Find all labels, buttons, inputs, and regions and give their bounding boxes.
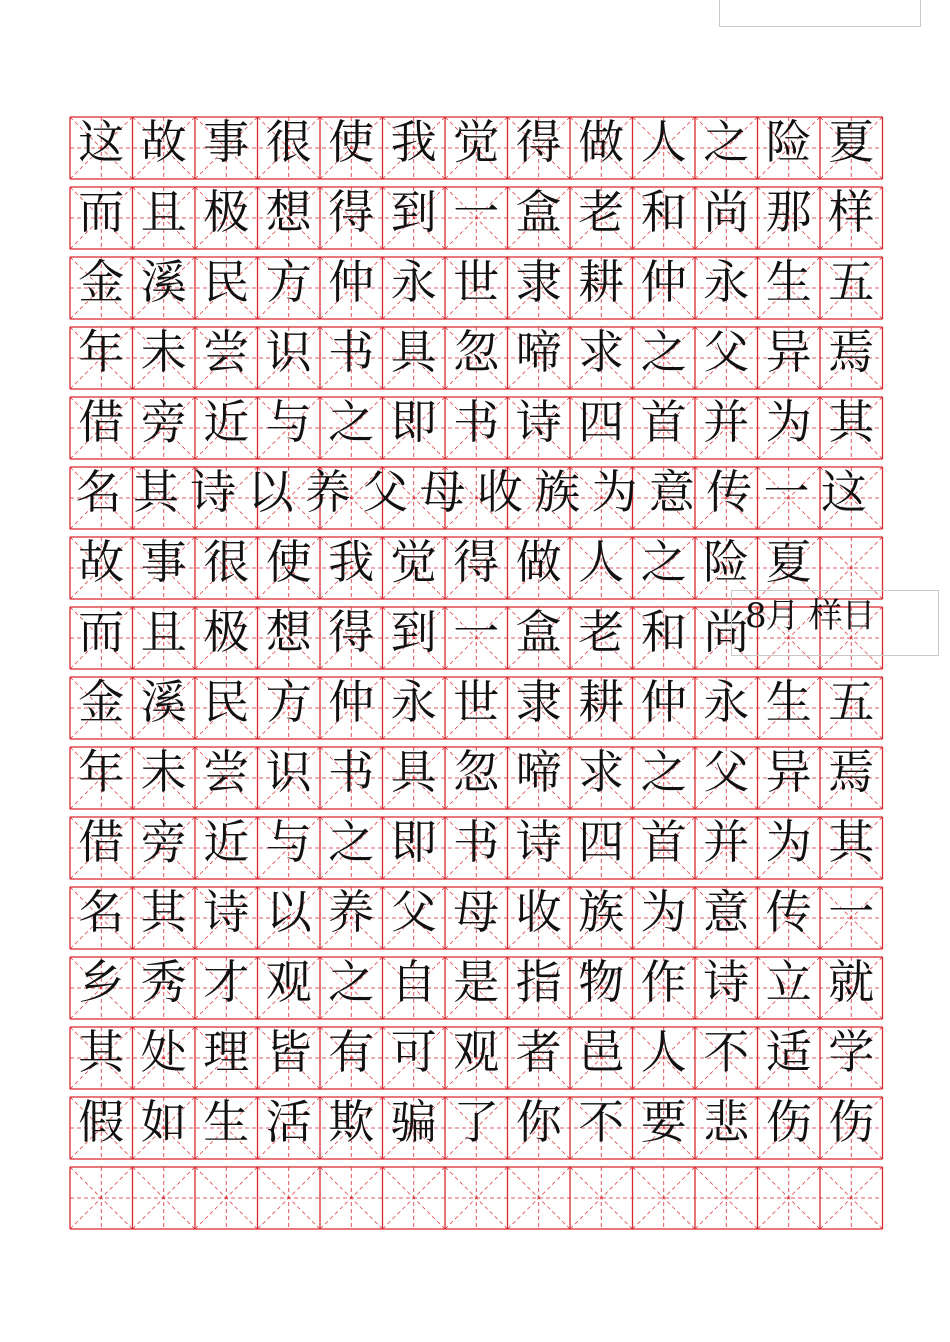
handwriting-char: 而	[78, 185, 125, 239]
handwriting-char: 盒	[515, 185, 562, 239]
handwriting-char: 耕	[578, 255, 625, 309]
handwriting-char: 与	[265, 395, 312, 449]
handwriting-char: 焉	[828, 325, 875, 379]
handwriting-char: 父	[703, 745, 750, 799]
handwriting-char: 旁	[140, 395, 187, 449]
handwriting-char: 之	[640, 745, 687, 799]
handwriting-char: 金	[78, 675, 125, 729]
handwriting-char: 很	[203, 535, 250, 589]
handwriting-char: 永	[703, 255, 750, 309]
handwriting-char: 得	[328, 605, 375, 659]
handwriting-char: 骗	[390, 1095, 437, 1149]
handwriting-char: 诗	[190, 465, 237, 519]
handwriting-char: 才	[203, 955, 250, 1009]
handwriting-char: 其	[140, 885, 187, 939]
handwriting-char: 处	[140, 1025, 187, 1079]
handwriting-char: 意	[648, 465, 695, 519]
handwriting-char: 之	[328, 955, 375, 1009]
handwriting-char: 之	[703, 115, 750, 169]
handwriting-char: 为	[640, 885, 687, 939]
handwriting-char: 夏	[765, 535, 812, 589]
text-row	[70, 327, 882, 389]
handwriting-char: 老	[578, 605, 625, 659]
handwriting-char: 得	[453, 535, 500, 589]
handwriting-char: 诗	[515, 395, 562, 449]
handwriting-char: 啼	[515, 325, 562, 379]
handwriting-char: 未	[140, 745, 187, 799]
handwriting-char: 即	[390, 815, 437, 869]
handwriting-char: 老	[578, 185, 625, 239]
handwriting-char: 适	[765, 1025, 812, 1079]
handwriting-char: 得	[515, 115, 562, 169]
handwriting-char: 具	[390, 325, 437, 379]
handwriting-char: 世	[453, 675, 500, 729]
handwriting-char: 指	[515, 955, 562, 1009]
handwriting-char: 不	[578, 1095, 625, 1149]
text-row	[70, 747, 882, 809]
handwriting-char: 样	[828, 185, 875, 239]
handwriting-char: 五	[828, 255, 875, 309]
handwriting-char: 传	[706, 465, 753, 519]
handwriting-char: 方	[265, 255, 312, 309]
handwriting-char: 生	[203, 1095, 250, 1149]
handwriting-char: 到	[390, 185, 437, 239]
handwriting-char: 与	[265, 815, 312, 869]
handwriting-char: 其	[828, 815, 875, 869]
handwriting-char: 金	[78, 255, 125, 309]
handwriting-char: 啼	[515, 745, 562, 799]
text-row	[70, 1027, 882, 1089]
handwriting-char: 且	[140, 605, 187, 659]
handwriting-char: 伤	[828, 1095, 875, 1149]
handwriting-char: 识	[265, 745, 312, 799]
handwriting-char: 故	[78, 535, 125, 589]
handwriting-char: 人	[578, 535, 625, 589]
handwriting-char: 借	[78, 395, 125, 449]
handwriting-char: 年	[78, 325, 125, 379]
handwriting-char: 皆	[265, 1025, 312, 1079]
handwriting-char: 父	[362, 465, 409, 519]
handwriting-char: 做	[578, 115, 625, 169]
handwriting-char: 险	[765, 115, 812, 169]
handwriting-char: 邑	[578, 1025, 625, 1079]
handwriting-char: 四	[578, 815, 625, 869]
handwriting-char: 书	[328, 745, 375, 799]
handwriting-char: 尚	[703, 605, 750, 659]
handwriting-char: 我	[390, 115, 437, 169]
handwriting-char: 是	[453, 955, 500, 1009]
handwriting-char: 一	[828, 885, 875, 939]
handwriting-char: 事	[203, 115, 250, 169]
text-row	[70, 1097, 882, 1159]
handwriting-char: 物	[578, 955, 625, 1009]
handwriting-char: 名	[78, 885, 125, 939]
handwriting-char: 未	[140, 325, 187, 379]
handwriting-char: 观	[453, 1025, 500, 1079]
handwriting-char: 之	[640, 325, 687, 379]
handwriting-char: 尚	[703, 185, 750, 239]
handwriting-char: 养	[328, 885, 375, 939]
handwriting-char: 求	[578, 325, 625, 379]
handwriting-char: 其	[78, 1025, 125, 1079]
handwriting-char: 近	[203, 815, 250, 869]
handwriting-char: 一	[763, 465, 810, 519]
handwriting-char: 首	[640, 815, 687, 869]
handwriting-char: 族	[578, 885, 625, 939]
handwriting-char: 尝	[203, 325, 250, 379]
handwriting-char: 秀	[140, 955, 187, 1009]
text-row	[70, 957, 882, 1019]
handwriting-char: 仲	[640, 255, 687, 309]
handwriting-char: 为	[765, 815, 812, 869]
handwriting-char: 溪	[140, 255, 187, 309]
handwriting-char: 传	[765, 885, 812, 939]
handwriting-char: 为	[591, 465, 638, 519]
handwriting-char: 父	[703, 325, 750, 379]
handwriting-char: 做	[515, 535, 562, 589]
handwriting-char: 觉	[453, 115, 500, 169]
handwriting-char: 使	[265, 535, 312, 589]
text-row	[70, 117, 882, 179]
text-row	[70, 397, 882, 459]
handwriting-char: 近	[203, 395, 250, 449]
handwriting-char: 永	[390, 255, 437, 309]
handwriting-char: 那	[765, 185, 812, 239]
handwriting-char: 忽	[453, 745, 500, 799]
handwriting-char: 极	[203, 605, 250, 659]
handwriting-char: 仲	[640, 675, 687, 729]
handwriting-char: 不	[703, 1025, 750, 1079]
handwriting-char: 想	[265, 605, 312, 659]
handwriting-char: 母	[453, 885, 500, 939]
handwriting-char: 理	[203, 1025, 250, 1079]
handwriting-char: 要	[640, 1095, 687, 1149]
handwriting-char: 以	[265, 885, 312, 939]
handwriting-char: 为	[765, 395, 812, 449]
handwriting-char: 隶	[515, 255, 562, 309]
handwriting-char: 收	[515, 885, 562, 939]
handwriting-char: 书	[328, 325, 375, 379]
handwriting-char: 生	[765, 675, 812, 729]
text-row	[70, 887, 882, 949]
handwriting-char: 而	[78, 605, 125, 659]
handwriting-char: 溪	[140, 675, 187, 729]
handwriting-char: 借	[78, 815, 125, 869]
handwriting-char: 异	[765, 745, 812, 799]
handwriting-char: 异	[765, 325, 812, 379]
handwriting-char: 书	[453, 395, 500, 449]
handwriting-char: 观	[265, 955, 312, 1009]
text-row	[70, 677, 882, 739]
date-overlay-text: 8月 样日	[745, 596, 875, 636]
handwriting-char: 旁	[140, 815, 187, 869]
handwriting-char: 盒	[515, 605, 562, 659]
handwriting-char: 事	[140, 535, 187, 589]
handwriting-char: 有	[328, 1025, 375, 1079]
text-row	[70, 187, 882, 249]
handwriting-char: 作	[640, 955, 687, 1009]
handwriting-char: 方	[265, 675, 312, 729]
handwriting-char: 使	[328, 115, 375, 169]
handwriting-char: 之	[328, 815, 375, 869]
handwriting-char: 名	[75, 465, 122, 519]
handwriting-char: 并	[703, 395, 750, 449]
handwriting-char: 永	[390, 675, 437, 729]
handwriting-char: 很	[265, 115, 312, 169]
handwriting-char: 四	[578, 395, 625, 449]
handwriting-char: 并	[703, 815, 750, 869]
handwriting-char: 求	[578, 745, 625, 799]
handwriting-char: 以	[247, 465, 294, 519]
text-row	[70, 467, 882, 529]
handwriting-char: 书	[453, 815, 500, 869]
handwriting-char: 且	[140, 185, 187, 239]
handwriting-char: 仲	[328, 255, 375, 309]
handwriting-char: 伤	[765, 1095, 812, 1149]
handwriting-char: 父	[390, 885, 437, 939]
handwriting-char: 学	[828, 1025, 875, 1079]
handwriting-char: 忽	[453, 325, 500, 379]
handwriting-char: 其	[132, 465, 179, 519]
handwriting-char: 自	[390, 955, 437, 1009]
handwriting-char: 人	[640, 1025, 687, 1079]
handwriting-char: 焉	[828, 745, 875, 799]
handwriting-char: 诗	[203, 885, 250, 939]
handwriting-char: 永	[703, 675, 750, 729]
handwriting-char: 欺	[328, 1095, 375, 1149]
handwriting-char: 具	[390, 745, 437, 799]
text-row	[70, 257, 882, 319]
handwriting-char: 就	[828, 955, 875, 1009]
handwriting-char: 耕	[578, 675, 625, 729]
handwriting-char: 夏	[828, 115, 875, 169]
handwriting-char: 想	[265, 185, 312, 239]
handwriting-char: 即	[390, 395, 437, 449]
handwriting-char: 其	[828, 395, 875, 449]
handwriting-char: 这	[78, 115, 125, 169]
handwriting-char: 悲	[703, 1095, 750, 1149]
handwriting-char: 年	[78, 745, 125, 799]
handwriting-char: 和	[640, 605, 687, 659]
handwriting-char: 五	[828, 675, 875, 729]
handwriting-char: 者	[515, 1025, 562, 1079]
handwriting-char: 如	[140, 1095, 187, 1149]
handwriting-char: 我	[328, 535, 375, 589]
handwriting-char: 诗	[515, 815, 562, 869]
handwriting-char: 人	[640, 115, 687, 169]
handwriting-char: 识	[265, 325, 312, 379]
handwriting-char: 诗	[703, 955, 750, 1009]
handwriting-char: 一	[453, 605, 500, 659]
handwriting-char: 首	[640, 395, 687, 449]
handwriting-char: 意	[703, 885, 750, 939]
handwriting-char: 险	[703, 535, 750, 589]
handwriting-char: 乡	[78, 955, 125, 1009]
handwriting-char: 可	[390, 1025, 437, 1079]
handwriting-char: 这	[820, 465, 867, 519]
handwriting-char: 世	[453, 255, 500, 309]
handwriting-char: 极	[203, 185, 250, 239]
handwriting-char: 母	[419, 465, 466, 519]
handwriting-char: 和	[640, 185, 687, 239]
handwriting-char: 得	[328, 185, 375, 239]
handwriting-char: 到	[390, 605, 437, 659]
handwriting-char: 养	[304, 465, 351, 519]
handwriting-char: 你	[515, 1095, 562, 1149]
handwriting-char: 收	[476, 465, 523, 519]
handwriting-char: 生	[765, 255, 812, 309]
handwriting-char: 民	[203, 675, 250, 729]
handwriting-char: 假	[78, 1095, 125, 1149]
handwriting-char: 了	[453, 1095, 500, 1149]
handwriting-char: 故	[140, 115, 187, 169]
handwriting-char: 族	[534, 465, 581, 519]
handwriting-char: 尝	[203, 745, 250, 799]
handwriting-char: 民	[203, 255, 250, 309]
handwriting-char: 一	[453, 185, 500, 239]
handwriting-char: 之	[328, 395, 375, 449]
handwriting-char: 之	[640, 535, 687, 589]
handwriting-char: 活	[265, 1095, 312, 1149]
text-row	[70, 817, 882, 879]
handwriting-char: 仲	[328, 675, 375, 729]
handwriting-char: 立	[765, 955, 812, 1009]
handwriting-char: 觉	[390, 535, 437, 589]
handwriting-char: 隶	[515, 675, 562, 729]
